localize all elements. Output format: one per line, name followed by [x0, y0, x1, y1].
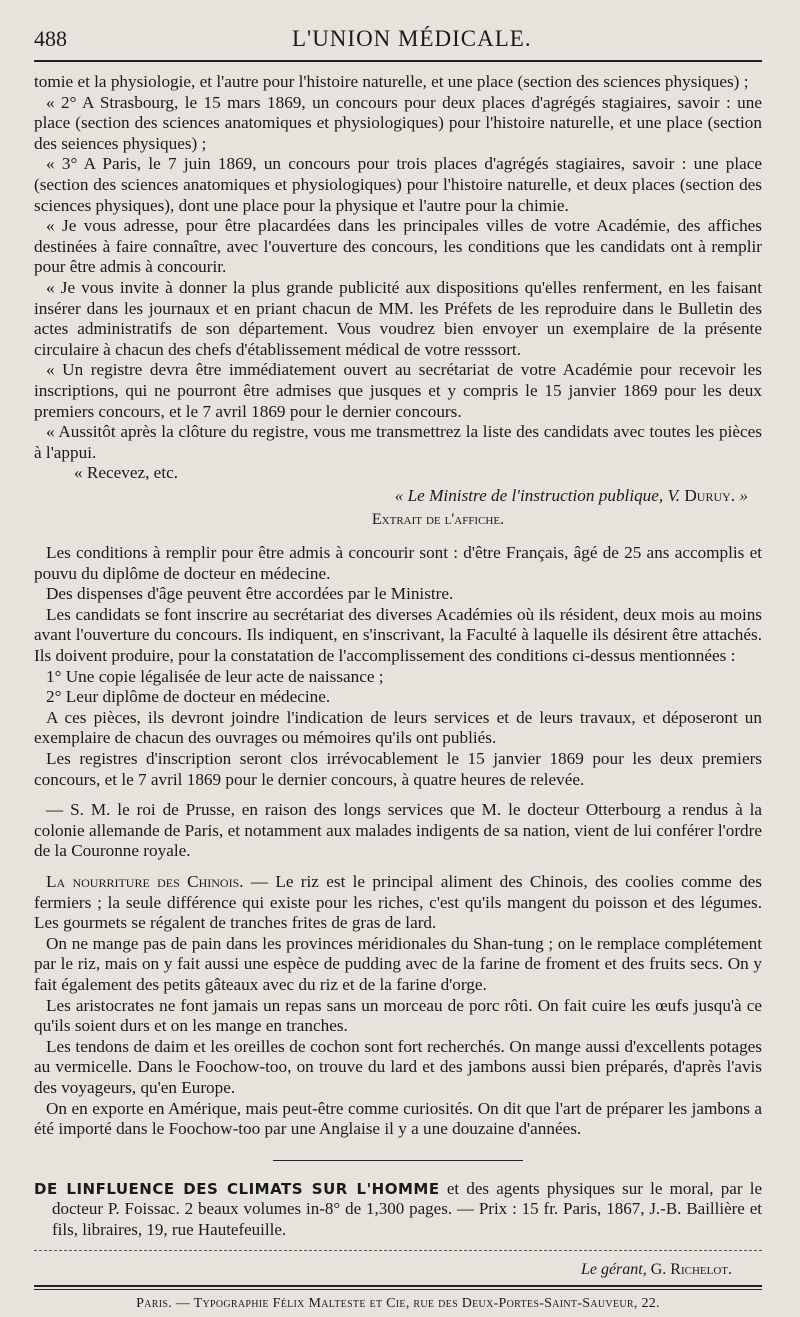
extract-paragraph: A ces pièces, ils devront joindre l'indication de leurs services et de leurs travaux, et déposeront un exemplaire de chacun des ouvrages ou mémoires qu'ils ont publiés.: [34, 707, 762, 748]
extract-paragraph: 2° Leur diplôme de docteur en médecine.: [46, 687, 331, 707]
paragraph: Les aristocrates ne font jamais un repas sans un morceau de porc rôti. On fait cuire les œufs jusqu'à ce qu'ils soient durs et on les mange en tranches.: [34, 995, 762, 1036]
page-number: 488: [34, 26, 67, 51]
paragraph: « Un registre devra être immédiatement ouvert au secrétariat de votre Académie pour recevoir les inscriptions, qui ne pourront être admises que jusques et y compris le 15 janvier 1869 pour les deux premiers concours, et le 7 avril 1869 pour le dernier concours.: [34, 360, 762, 421]
gerant-name: G. Richelot.: [650, 1261, 732, 1279]
paragraph: Les tendons de daim et les oreilles de cochon sont fort recherchés. On mange aussi d'excellents potages au vermicelle. Dans le Foochow-too, on trouve du lard et des jambons aussi bien préparés, d'après l'avis des voyageurs, qu'en Europe.: [34, 1036, 762, 1097]
paragraph: On en exporte en Amérique, mais peut-être comme curiosités. On dit que l'art de préparer les jambons a été importé dans le Foochow-too par une Anglaise il y a une douzaine d'années.: [34, 1098, 762, 1139]
printer-imprint: Paris. — Typographie Félix Malteste et Cie, rue des Deux-Portes-Saint-Sauveur, 22.: [136, 1296, 660, 1312]
extract-paragraph: Les candidats se font inscrire au secrétariat des diverses Académies où ils résident, deux mois au moins avant l'ouverture du concours. Ils indiquent, en s'inscrivant, la Faculté à laquelle ils désirent être attachés. Ils doivent produire, pour la constatation de l'accomplissement des conditions ci-dessus mentionnées :: [34, 604, 762, 666]
signature-close: »: [739, 485, 748, 505]
advertisement-body: et des agents physiques sur le moral, par le docteur P. Foissac. 2 beaux volumes in-8° de 1,300 pages. — Prix : 15 fr. Paris, 1867, J.-B. Baillière et fils, libraires, 19, rue Hautefeuille.: [52, 1178, 762, 1239]
minister-signature: [34, 486, 748, 507]
extract-paragraph: 1° Une copie légalisée de leur acte de naissance ;: [46, 666, 384, 686]
running-header: [34, 26, 762, 62]
paragraph: « Recevez, etc.: [74, 463, 179, 483]
paragraph: « Je vous invite à donner la plus grande publicité aux dispositions qu'elles renferment, en les faisant insérer dans les journaux et en priant chacun de MM. les Préfets de les reproduire dans le Bulletin des actes administratifs de son département. Vous voudrez bien envoyer un exemplaire de la présente circulaire à chacun des chefs d'établissement médical de votre resssort.: [34, 277, 762, 359]
journal-title: L'UNION MÉDICALE.: [292, 26, 532, 51]
gerant-line: [34, 1261, 732, 1279]
section-lead: La nourriture des Chinois.: [46, 871, 244, 891]
paragraph: On ne mange pas de pain dans les provinces méridionales du Shan-tung ; on le remplace complétement par le riz, mais on y fait aussi une espèce de pudding avec de la farine de froment et des fruits secs. On y fait également des petits gâteaux avec du riz et de la farine d'orge.: [34, 933, 762, 994]
paragraph: tomie et la physiologie, et l'autre pour l'histoire naturelle, et une place (section des sciences physiques) ;: [34, 72, 749, 91]
signature-name: Duruy.: [684, 485, 736, 505]
footer-rule: [34, 1285, 762, 1290]
extract-paragraph: Les conditions à remplir pour être admis à concourir sont : d'être Français, âgé de 25 ans accomplis et pouvu du diplôme de docteur en médecine.: [34, 543, 762, 583]
news-item-chinese-food: [34, 872, 762, 934]
extract-paragraph: Des dispenses d'âge peuvent être accordées par le Ministre.: [46, 584, 454, 604]
section-divider: [273, 1160, 523, 1161]
section-text: — Le riz est le principal aliment des Chinois, des coolies comme des fermiers ; la seule différence qui existe pour les riches, c'est qu'ils mangent du poisson et des légumes. Les gourmets se régalent de tranches frites de gras de lard.: [34, 871, 762, 933]
gerant-label: Le gérant,: [580, 1261, 647, 1279]
paragraph: « 3° A Paris, le 7 juin 1869, un concours pour trois places d'agrégés stagiaires, savoir : une place (section des sciences anatomiques et physiologiques) pour l'histoire naturelle, et deux places (section des sciences physiques), dont une place pour la physique et l'autre pour la chimie.: [34, 154, 762, 215]
advertisement-title: DE LINFLUENCE DES CLIMATS SUR L'HOMME: [34, 1179, 440, 1198]
advertisement-text: [34, 1179, 762, 1241]
dotted-divider: [34, 1250, 762, 1251]
paragraph: « Aussitôt après la clôture du registre, vous me transmettrez la liste des candidats avec toutes les pièces à l'appui.: [34, 422, 762, 462]
signature-text: « Le Ministre de l'instruction publique, V.: [394, 485, 681, 505]
extract-heading: Extrait de l'affiche.: [371, 511, 505, 529]
paragraph: « Je vous adresse, pour être placardées dans les principales villes de votre Académie, des affiches destinées à faire connaître, avec l'ouverture des concours, les conditions que les candidats ont à remplir pour être admis à concourir.: [34, 216, 762, 277]
book-advertisement: [34, 1179, 762, 1241]
news-item-prussia: — S. M. le roi de Prusse, en raison des longs services que M. le docteur Otterbourg a rendus à la colonie allemande de Paris, et notamment aux malades indigents de sa nation, vient de lui conférer l'ordre de la Couronne royale.: [34, 800, 762, 861]
extract-paragraph: Les registres d'inscription seront clos irrévocablement le 15 janvier 1869 pour les deux premiers concours, et le 7 avril 1869 pour le dernier concours, à quatre heures de relevée.: [34, 749, 762, 789]
circular-text: [34, 72, 762, 1140]
paragraph: « 2° A Strasbourg, le 15 mars 1869, un concours pour deux places d'agrégés stagiaires, savoir : une place (section des sciences anatomiques et physiologiques) pour l'histoire naturelle, et une place (section des seiences physiques) ;: [34, 92, 762, 153]
